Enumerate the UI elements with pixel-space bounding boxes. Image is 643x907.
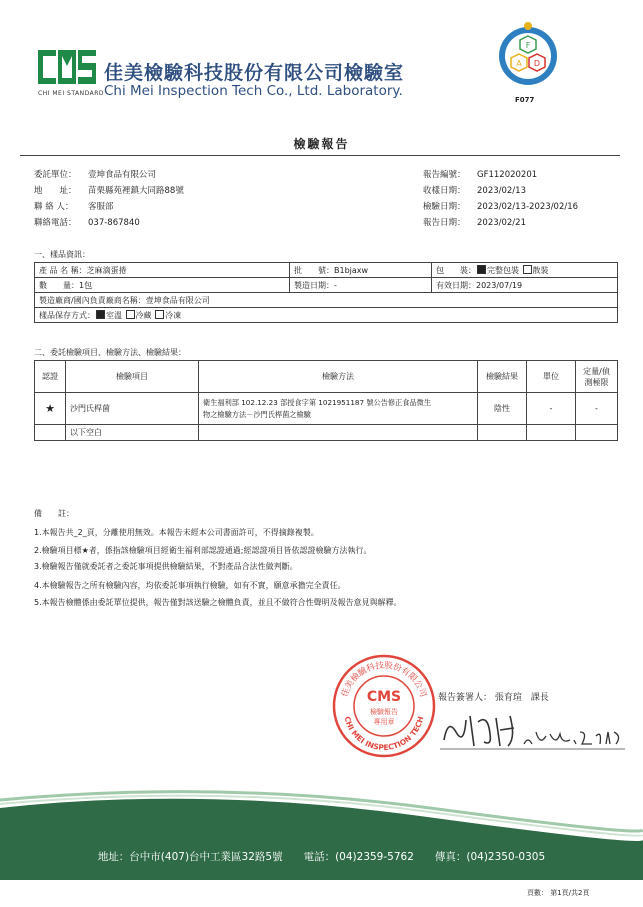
svg-text:CMS: CMS (366, 689, 402, 705)
svg-text:專用章: 專用章 (373, 718, 395, 726)
company-name-en: Chi Mei Inspection Tech Co., Ltd. Laboratory. (104, 83, 403, 99)
checkbox-checked-icon (477, 265, 486, 274)
col-header-cert: 認證 (35, 361, 66, 393)
footer-banner (0, 780, 643, 880)
report-title: 檢驗報告 (293, 137, 350, 151)
col-header-method: 檢驗方法 (199, 361, 478, 393)
svg-text:佳美檢驗科技股份有限公司: 佳美檢驗科技股份有限公司 (340, 660, 428, 699)
col-header-limit: 定量/偵測極限 (576, 361, 618, 393)
client-contact: 聯 絡 人： 客服部 (34, 202, 114, 212)
cert-star: ★ (35, 393, 66, 425)
results-section-heading: 二、委託檢驗項目、檢驗方法、檢驗結果： (34, 348, 186, 357)
note-3: 3.檢驗報告僅就委託者之委託事項提供檢驗結果，不對產品合法性做判斷。 (34, 562, 298, 571)
note-2: 2.檢驗項目標★者，係指該檢驗項目經衛生福利部認證通過;經認證項目皆依認證檢驗方法執行。 (34, 546, 372, 555)
sample-info-table (34, 262, 618, 323)
title-divider (20, 155, 620, 156)
checkbox-empty-icon (126, 310, 135, 319)
page-number: 頁數： 第1頁/共2頁 (527, 889, 590, 897)
blank-note: 以下空白 (66, 425, 199, 441)
test-unit: - (527, 393, 576, 425)
storage-cell: 樣品保存方式： 室溫 冷藏 冷凍 (35, 308, 618, 323)
note-4: 4.本檢驗報告之所有檢驗內容，均依委託事項執行檢驗，如有不實，願意承擔完全責任。 (34, 581, 346, 590)
svg-text:CHI MEI INSPECTION TECH: CHI MEI INSPECTION TECH (342, 715, 426, 753)
checkbox-checked-icon (96, 310, 105, 319)
note-5: 5.本報告檢體係由委託單位提供，報告僅對該送驗之檢體負責，並且不做符合性聲明及報告意見與解釋。 (34, 598, 402, 607)
receive-date: 收樣日期： 2023/02/13 (423, 186, 526, 196)
client-address: 地 址： 苗栗縣苑裡鎮大同路88號 (34, 186, 184, 196)
handwritten-signature (440, 710, 625, 752)
client-unit: 委託單位： 壹坤食品有限公司 (34, 170, 157, 180)
signatory-label: 報告簽署人： 張育瑄 課長 (438, 693, 549, 703)
test-date: 檢驗日期： 2023/02/13-2023/02/16 (423, 202, 579, 212)
svg-text:A: A (516, 59, 522, 68)
company-name-zh: 佳美檢驗科技股份有限公司檢驗室 (104, 62, 405, 84)
accreditation-code: F077 (515, 96, 535, 104)
lot-cell: 批 號：B1bjaxw (290, 263, 432, 278)
test-limit: - (576, 393, 618, 425)
report-number: 報告編號： GF112020201 (423, 170, 538, 180)
svg-text:D: D (533, 59, 541, 68)
client-phone: 聯絡電話： 037-867840 (34, 218, 140, 228)
product-name-cell: 產 品 名 稱：芝麻滴蛋捲 (35, 263, 290, 278)
cms-logo (38, 46, 96, 86)
package-cell: 包 裝： 完整包裝 散裝 (432, 263, 618, 278)
test-item: 沙門氏桿菌 (66, 393, 199, 425)
company-seal-icon (332, 654, 436, 758)
quantity-cell: 數 量：1包 (35, 278, 290, 293)
logo-caption: CHI MEI STANDARD (38, 90, 105, 97)
expiry-date-cell: 有效日期：2023/07/19 (432, 278, 618, 293)
taf-accreditation-icon (497, 20, 559, 90)
manufacturer-cell: 製造廠商/國內負責廠商名稱：壹坤食品有限公司 (35, 293, 618, 308)
report-date: 報告日期： 2023/02/21 (423, 218, 526, 228)
results-table (34, 360, 618, 441)
notes-heading: 備 註： (34, 509, 74, 518)
test-method: 衛生福利部 102.12.23 部授食字第 1021951187 號公告修正食品微生 物之檢驗方法－沙門氏桿菌之檢驗 (199, 393, 478, 425)
test-result: 陰性 (478, 393, 527, 425)
footer-address: 地址：台中市(407)台中工業區32路5號 電話：(04)2359-5762 傳真：(04)2350-0305 (97, 851, 546, 863)
col-header-result: 檢驗結果 (478, 361, 527, 393)
col-header-item: 檢驗項目 (66, 361, 199, 393)
checkbox-empty-icon (523, 265, 532, 274)
sample-section-heading: 一、樣品資訊： (34, 250, 90, 259)
svg-text:F: F (525, 41, 531, 50)
note-1: 1.本報告共_2_頁，分離使用無效。本報告未經本公司書面許可，不得摘錄複製。 (34, 528, 319, 537)
table-row (35, 393, 618, 425)
svg-text:檢驗報告: 檢驗報告 (370, 708, 398, 716)
col-header-unit: 單位 (527, 361, 576, 393)
checkbox-empty-icon (155, 310, 164, 319)
mfg-date-cell: 製造日期：- (290, 278, 432, 293)
